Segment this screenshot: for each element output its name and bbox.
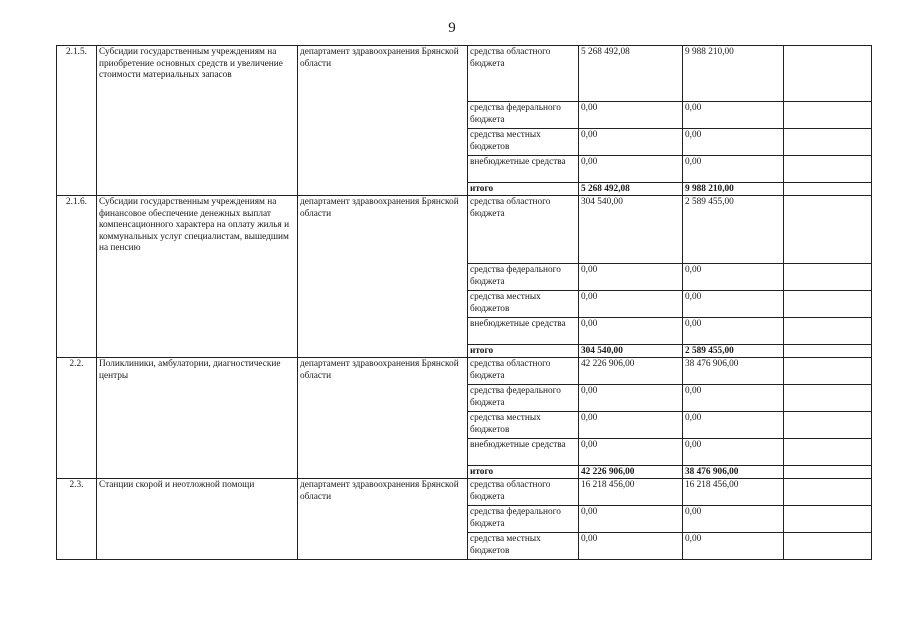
amount-year-1: 0,00: [579, 439, 683, 466]
amount-year-1: 0,00: [579, 412, 683, 439]
funding-source: средства местных бюджетов: [468, 291, 579, 318]
amount-year-1: 0,00: [579, 156, 683, 183]
amount-year-1: 0,00: [579, 533, 683, 560]
funding-source: средства федерального бюджета: [468, 385, 579, 412]
table-row: [57, 479, 872, 506]
amount-year-1: 0,00: [579, 102, 683, 129]
empty-cell: [784, 345, 872, 358]
funding-source: средства областного бюджета: [468, 479, 579, 506]
funding-source: внебюджетные средства: [468, 318, 579, 345]
amount-year-1: 42 226 906,00: [579, 358, 683, 385]
amount-year-2: 0,00: [683, 439, 784, 466]
amount-year-1: 0,00: [579, 506, 683, 533]
amount-year-2: 0,00: [683, 156, 784, 183]
page-number: 9: [448, 20, 457, 36]
amount-year-2: 9 988 210,00: [683, 46, 784, 102]
table-row: [57, 46, 872, 102]
section-department: департамент здравоохранения Брянской области: [298, 479, 468, 560]
amount-year-1: 5 268 492,08: [579, 46, 683, 102]
amount-year-1: 42 226 906,00: [579, 466, 683, 479]
funding-source: итого: [468, 345, 579, 358]
empty-cell: [784, 156, 872, 183]
amount-year-1: 0,00: [579, 385, 683, 412]
funding-source: средства областного бюджета: [468, 46, 579, 102]
amount-year-1: 0,00: [579, 264, 683, 291]
section-title: Поликлиники, амбулатории, диагностические центры: [97, 358, 298, 479]
empty-cell: [784, 183, 872, 196]
amount-year-2: 0,00: [683, 385, 784, 412]
amount-year-2: 0,00: [683, 264, 784, 291]
section-title: Станции скорой и неотложной помощи: [97, 479, 298, 560]
amount-year-2: 0,00: [683, 318, 784, 345]
funding-source: внебюджетные средства: [468, 439, 579, 466]
empty-cell: [784, 291, 872, 318]
amount-year-1: 5 268 492,08: [579, 183, 683, 196]
table-row: [57, 196, 872, 264]
empty-cell: [784, 385, 872, 412]
amount-year-2: 38 476 906,00: [683, 358, 784, 385]
section-number: 2.1.6.: [57, 196, 97, 358]
funding-source: итого: [468, 183, 579, 196]
funding-source: средства федерального бюджета: [468, 506, 579, 533]
amount-year-2: 0,00: [683, 412, 784, 439]
empty-cell: [784, 102, 872, 129]
budget-table: [56, 45, 872, 560]
funding-source: средства федерального бюджета: [468, 264, 579, 291]
amount-year-2: 9 988 210,00: [683, 183, 784, 196]
empty-cell: [784, 358, 872, 385]
amount-year-2: 0,00: [683, 506, 784, 533]
empty-cell: [784, 264, 872, 291]
empty-cell: [784, 318, 872, 345]
empty-cell: [784, 533, 872, 560]
empty-cell: [784, 506, 872, 533]
funding-source: средства федерального бюджета: [468, 102, 579, 129]
amount-year-1: 0,00: [579, 318, 683, 345]
funding-source: средства местных бюджетов: [468, 533, 579, 560]
funding-source: средства местных бюджетов: [468, 412, 579, 439]
amount-year-2: 0,00: [683, 291, 784, 318]
empty-cell: [784, 412, 872, 439]
amount-year-2: 0,00: [683, 102, 784, 129]
funding-source: средства областного бюджета: [468, 358, 579, 385]
empty-cell: [784, 439, 872, 466]
amount-year-2: 0,00: [683, 533, 784, 560]
section-title: Субсидии государственным учреждениям на приобретение основных средств и увеличение стоимости материальных запасов: [97, 46, 298, 196]
empty-cell: [784, 466, 872, 479]
section-number: 2.3.: [57, 479, 97, 560]
funding-source: средства местных бюджетов: [468, 129, 579, 156]
section-title: Субсидии государственным учреждениям на финансовое обеспечение денежных выплат компенсационного характера на оплату жилья и коммунальных услуг специалистам, вышедшим на пенсию: [97, 196, 298, 358]
empty-cell: [784, 129, 872, 156]
amount-year-1: 304 540,00: [579, 345, 683, 358]
section-number: 2.1.5.: [57, 46, 97, 196]
amount-year-2: 16 218 456,00: [683, 479, 784, 506]
section-department: департамент здравоохранения Брянской области: [298, 196, 468, 358]
funding-source: средства областного бюджета: [468, 196, 579, 264]
section-department: департамент здравоохранения Брянской области: [298, 46, 468, 196]
section-number: 2.2.: [57, 358, 97, 479]
table-body: [57, 46, 872, 560]
amount-year-1: 304 540,00: [579, 196, 683, 264]
amount-year-1: 0,00: [579, 129, 683, 156]
funding-source: внебюджетные средства: [468, 156, 579, 183]
table-row: [57, 358, 872, 385]
funding-source: итого: [468, 466, 579, 479]
section-department: департамент здравоохранения Брянской области: [298, 358, 468, 479]
amount-year-1: 16 218 456,00: [579, 479, 683, 506]
amount-year-2: 2 589 455,00: [683, 196, 784, 264]
amount-year-2: 38 476 906,00: [683, 466, 784, 479]
empty-cell: [784, 479, 872, 506]
empty-cell: [784, 196, 872, 264]
amount-year-2: 0,00: [683, 129, 784, 156]
amount-year-2: 2 589 455,00: [683, 345, 784, 358]
amount-year-1: 0,00: [579, 291, 683, 318]
empty-cell: [784, 46, 872, 102]
